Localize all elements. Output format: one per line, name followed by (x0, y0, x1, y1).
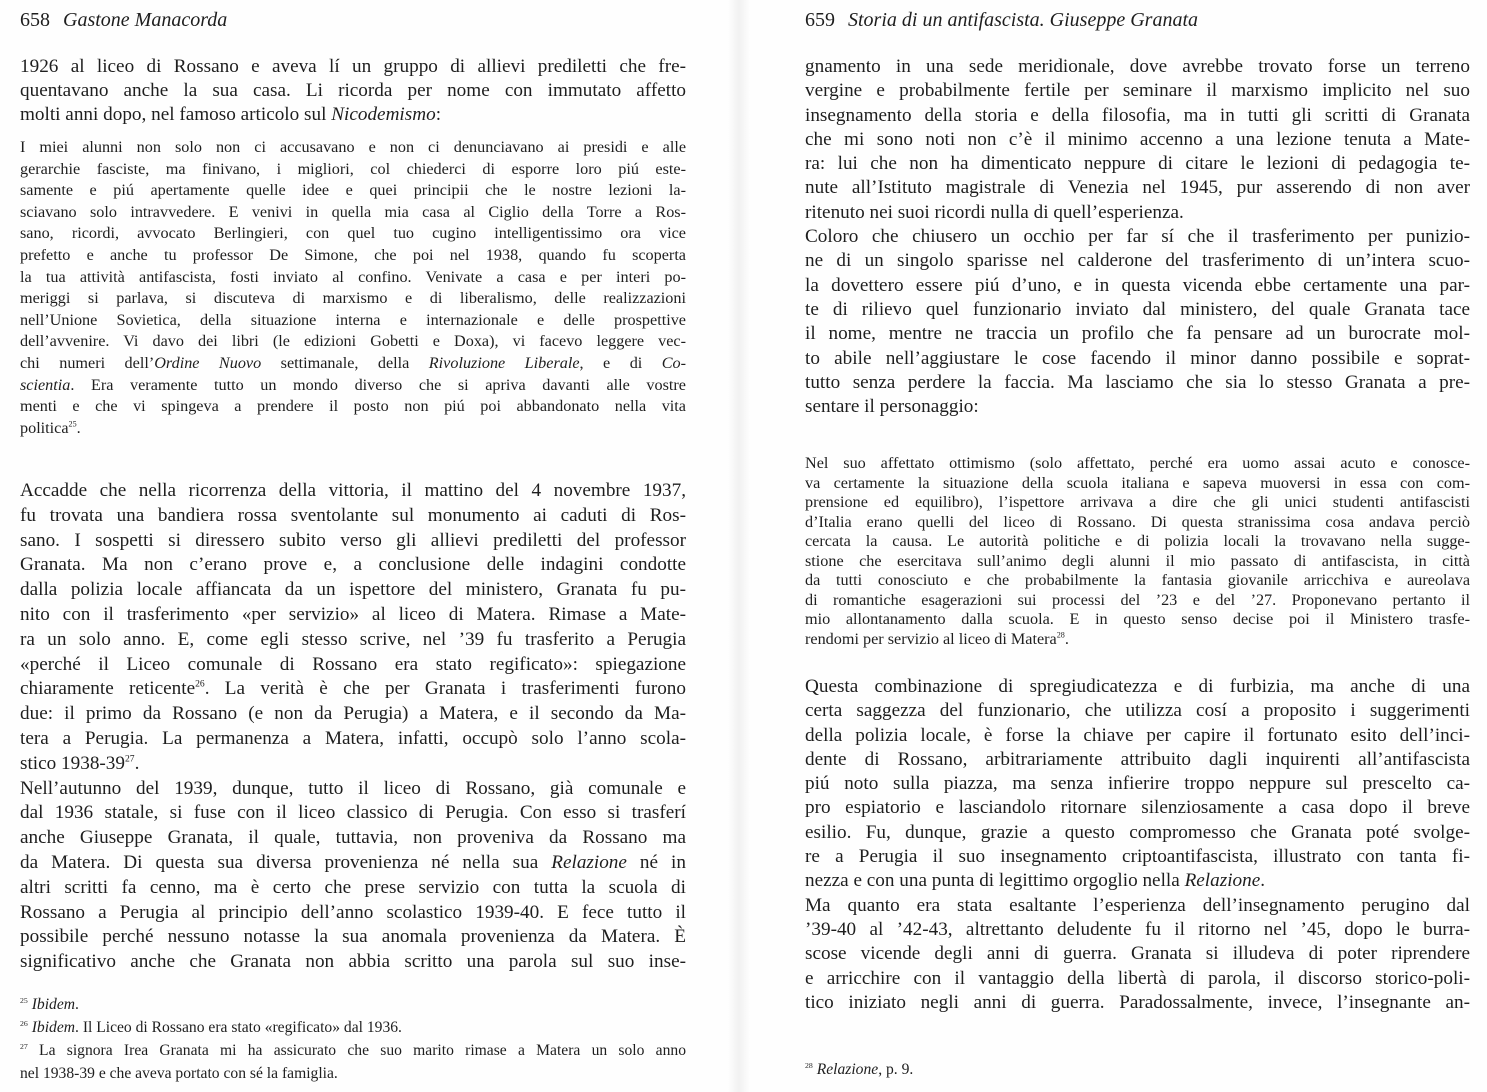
text-line (805, 493, 1470, 513)
book-gutter (728, 0, 750, 1092)
text-line (20, 727, 686, 752)
text-line (805, 796, 1470, 820)
italic-run: Co- (661, 353, 687, 372)
text-line (805, 152, 1470, 176)
text-line (805, 772, 1470, 796)
text-line (805, 532, 1470, 552)
text-line (805, 1058, 1470, 1081)
text-run: insegnamento della storia e della filosofia, ma in tutti gli scritti di Granata (805, 104, 1470, 126)
text-run: dente di Rossano, arbitrariamente attribuito dagli inquirenti all’antifascista (805, 748, 1470, 770)
text-line (20, 925, 686, 950)
italic-run: Relazione (1184, 870, 1261, 892)
text-line (20, 245, 686, 267)
text-line (805, 249, 1470, 273)
footnote (805, 1058, 1470, 1081)
footnote-ref: 28 (1056, 630, 1065, 640)
text-run: sano. I sospetti si diressero subito verso gli allievi prediletti del professor (20, 529, 686, 551)
text-run: quentavano anche la sua casa. Li ricorda per nome con immutato affetto (20, 80, 686, 101)
body-text (20, 479, 686, 975)
text-line (20, 677, 686, 702)
text-run: ne di un singolo sparisse nel calderone del trasferimento di un’intera scuo- (805, 250, 1470, 272)
text-run: esilio. Fu, dunque, grazie a questo compromesso che Granata poté svolge- (805, 821, 1470, 843)
text-run: due: il primo da Rossano (e non da Perugia) a Matera, e il secondo da Ma- (20, 703, 686, 725)
text-run: gerarchie fasciste, ma finivano, i migliori, col chiederci di esporre loro piú este- (20, 159, 686, 178)
footnote-ref: 25 (20, 995, 28, 1005)
body-text (805, 55, 1470, 419)
text-line (20, 901, 686, 926)
text-run: Granata. Ma non c’erano prove e, a conclusione delle indagini condotte (20, 554, 686, 576)
text-line (20, 1062, 686, 1085)
text-line (805, 748, 1470, 772)
italic-run: Relazione (816, 1061, 879, 1078)
text-run: la tua attività antifascista, fosti inviato al confino. Venivate a casa e per interi po- (20, 267, 686, 286)
text-line (805, 991, 1470, 1015)
text-run: Questa combinazione di spregiudicatezza e di furbizia, ma anche di una (805, 676, 1470, 697)
text-run: molti anni dopo, nel famoso articolo sul (20, 104, 332, 125)
text-run: . (76, 418, 81, 437)
text-line (805, 225, 1470, 249)
block-quote (20, 137, 686, 439)
text-line (20, 375, 686, 397)
footnotes (805, 1058, 1470, 1081)
text-run: te di rilievo quel funzionario inviato dal ministero, del quale Granata tace (805, 298, 1470, 320)
footnotes (20, 993, 686, 1085)
text-run: . Era veramente tutto un mondo diverso che si apriva davanti alle vostre (70, 375, 686, 394)
text-run: chi numeri dell’ (20, 353, 155, 372)
text-run: politica (20, 418, 69, 437)
text-line (20, 55, 686, 79)
italic-run: Nicodemismo (331, 104, 436, 125)
text-run: . Il Liceo di Rossano era stato «regificato» dal 1936. (75, 1019, 402, 1036)
text-run: va certamente la situazione della scuola italiana e sapeva muoversi in essa con com- (805, 473, 1470, 492)
text-line (20, 553, 686, 578)
text-run: I miei alunni non solo non ci accusavano e non ci denunciavano ai presidi e alle (20, 138, 686, 156)
text-run: possibile perché nessuno notasse la sua anomala provenienza da Matera. È (20, 926, 686, 948)
text-run: mio allontanamento dalla scuola. E in questo senso decise poi il Ministero trasfe- (805, 610, 1470, 628)
text-run: scose vicende degli anni di guerra. Granata si illudeva di poter riprendere (805, 943, 1470, 965)
italic-run: Rivoluzione Liberale (428, 353, 580, 372)
italic-run: scientia (20, 375, 71, 394)
text-line (805, 610, 1470, 630)
text-line (20, 331, 686, 353)
text-line (805, 675, 1470, 699)
text-line (805, 55, 1470, 79)
text-run: ra: lui che non ha dimenticato neppure di citare le lezioni di pedagogia te- (805, 153, 1470, 175)
text-line (20, 826, 686, 851)
text-line (20, 702, 686, 727)
text-run: , e di (579, 353, 662, 372)
text-line (20, 777, 686, 802)
text-line (805, 967, 1470, 991)
text-run: stico 1938-39 (20, 752, 125, 774)
text-line (20, 288, 686, 310)
text-run: certa saggezza del funzionario, che utilizza cosí a proposito i suggerimenti (805, 700, 1470, 722)
text-run: piú noto sulla piazza, ma senza infierire troppo neppure sul prescelto ca- (805, 773, 1470, 795)
text-line (805, 894, 1470, 918)
text-run: cercata la causa. Le autorità politiche e di polizia locali la trovavano nella sugge- (805, 532, 1470, 550)
text-line (805, 571, 1470, 591)
left-page (20, 0, 686, 1092)
text-run: anche Giuseppe Granata, il quale, tuttavia, non proveniva da Rossano ma (20, 827, 686, 849)
text-line (805, 322, 1470, 346)
text-run: nito con il trasferimento «per servizio» al liceo di Matera. Rimase a Mate- (20, 603, 686, 625)
text-line (20, 950, 686, 975)
footnote (20, 1016, 686, 1039)
text-run: che mi sono noti non c’è il minimo accenno a una lezione tenuta a Mate- (805, 128, 1470, 150)
text-run: altri scritti fa cenno, ma è certo che prese servizio con tutta la scuola di (20, 876, 686, 898)
text-line (20, 137, 686, 159)
text-run: . (134, 752, 140, 774)
text-run: sano, ricordi, avvocato Berlingieri, con quel tuo cugino intelligentissimo ora vice (20, 224, 686, 243)
right-page (805, 0, 1470, 1092)
text-run: : (435, 104, 442, 125)
text-run: . (75, 996, 79, 1013)
text-run: né in (626, 851, 686, 873)
italic-run: Ibidem (31, 996, 76, 1013)
text-line (805, 79, 1470, 103)
footnote-ref: 27 (20, 1041, 28, 1051)
text-line (805, 176, 1470, 200)
text-line (20, 851, 686, 876)
text-run: settimanale, della (261, 353, 429, 372)
text-line (805, 201, 1470, 225)
text-run: la dovettero essere piú d’uno, e in questa vicenda ebbe certamente una par- (805, 274, 1470, 296)
text-run: Coloro che chiusero un occhio per far sí che il trasferimento per punizio- (805, 226, 1470, 248)
text-line (20, 578, 686, 603)
footnote-ref: 28 (805, 1060, 813, 1070)
text-line (805, 724, 1470, 748)
text-line (20, 1016, 686, 1039)
text-line (805, 699, 1470, 723)
text-line (20, 504, 686, 529)
italic-run: Ordine Nuovo (154, 353, 262, 372)
text-line (20, 653, 686, 678)
page-number: 659 (805, 9, 835, 31)
text-run: significativo anche che Granata non abbia scritto una parola sul suo inse- (20, 951, 686, 973)
running-title: Gastone Manacorda (63, 9, 228, 31)
text-line (20, 103, 686, 127)
paragraph (805, 225, 1470, 419)
text-line (805, 474, 1470, 494)
text-line (20, 801, 686, 826)
text-run: tutto senza perdere la faccia. Ma lasciamo che sia lo stesso Granata a pre- (805, 371, 1470, 393)
text-run: tera a Perugia. La permanenza a Matera, infatti, occupò solo l’anno scola- (20, 727, 686, 749)
italic-run: Ibidem (31, 1019, 76, 1036)
text-line (20, 396, 686, 418)
text-line (805, 845, 1470, 869)
block-quote (805, 454, 1470, 649)
text-line (20, 479, 686, 504)
text-line (805, 630, 1470, 650)
text-run: gnamento in una sede meridionale, dove avrebbe trovato forse un terreno (805, 56, 1470, 77)
text-run: sciavano solo intravvedere. E venivi in quella mia casa al Ciglio della Torre a Ros- (20, 202, 686, 221)
text-run: nell’Unione Sovietica, della situazione interna e internazionale e delle prospettive (20, 310, 686, 329)
text-run: Nel suo affettato ottimismo (solo affettato, perché era uomo assai acuto e conosce- (805, 454, 1470, 472)
text-line (805, 454, 1470, 474)
text-line (805, 513, 1470, 533)
text-line (805, 128, 1470, 152)
footnote-ref: 25 (68, 419, 77, 429)
text-line (20, 223, 686, 245)
running-head (805, 9, 1198, 32)
paragraph (805, 55, 1470, 225)
text-run: di romantiche esagerazioni sui processi del ’23 e del ’27. Proponevano pertanto il (805, 590, 1470, 609)
text-line (805, 104, 1470, 128)
footnote (20, 1039, 686, 1085)
text-run: della polizia locale, è forse la chiave per capire il fortunato esito dell’inci- (805, 724, 1470, 746)
text-run: rendomi per servizio al liceo di Matera (805, 629, 1057, 648)
text-line (805, 371, 1470, 395)
text-line (805, 298, 1470, 322)
text-line (805, 821, 1470, 845)
text-run: vergine e probabilmente fertile per seminare il marxismo implicito nel suo (805, 80, 1470, 102)
running-title: Storia di un antifascista. Giuseppe Granata (848, 9, 1198, 31)
text-run: dell’avvenire. Vi davo dei libri (le edizioni Gobetti e Doxa), vi facevo leggere vec- (20, 332, 686, 351)
text-run: ritenuto nei suoi ricordi nulla di quell’esperienza. (805, 201, 1184, 223)
body-text (805, 675, 1470, 1015)
text-run: . La verità è che per Granata i trasferimenti furono (204, 678, 686, 700)
text-line (805, 552, 1470, 572)
paragraph (20, 55, 686, 127)
text-run: nezza e con una punta di legittimo orgoglio nella (805, 870, 1185, 892)
text-line (20, 752, 686, 777)
text-run: dal 1936 statale, si fuse con il liceo classico di Perugia. Con esso si trasferí (20, 802, 686, 824)
text-line (20, 993, 686, 1016)
text-run: samente e piú apertamente quelle idee e quei principii che le nostre lezioni la- (20, 181, 686, 200)
text-run: «perché il Liceo comunale di Rossano era stato regificato»: spiegazione (20, 653, 686, 675)
text-run: il nome, mentre ne traccia un profilo che fa pensare ad un burocrate mol- (805, 323, 1470, 345)
text-run: to abile nell’aggiustare le cose facendo il minor danno possibile e soprat- (805, 347, 1470, 369)
text-run: ra un solo anno. E, come egli stesso scrive, nel ’39 fu trasferito a Perugia (20, 628, 686, 650)
paragraph (20, 777, 686, 975)
running-head (20, 9, 227, 32)
text-run: da tutti conosciuto e che probabilmente la fantasia giovanile arricchiva e aureolava (805, 571, 1470, 589)
text-run: nute all’Istituto magistrale di Venezia nel 1945, pur asserendo di non aver (805, 177, 1470, 199)
text-line (20, 180, 686, 202)
text-line (20, 1039, 686, 1062)
text-run: menti e che vi spingeva a prendere il posto non piú poi abbandonato nella vita (20, 397, 686, 416)
text-line (20, 876, 686, 901)
body-text (20, 55, 686, 127)
text-line (805, 274, 1470, 298)
paragraph (805, 675, 1470, 894)
text-line (20, 529, 686, 554)
italic-run: Relazione (551, 851, 627, 873)
text-line (20, 628, 686, 653)
text-run: e arricchire con il vantaggio della libertà di parola, il discorso storico-poli- (805, 967, 1470, 989)
text-run: tico iniziato negli anni di guerra. Paradossalmente, invece, l’insegnante an- (805, 991, 1470, 1013)
paragraph (805, 894, 1470, 1015)
footnote-ref: 27 (125, 753, 135, 765)
footnote-ref: 26 (20, 1018, 28, 1028)
text-line (20, 79, 686, 103)
text-run: nel 1938-39 e che aveva portato con sé la famiglia. (20, 1065, 338, 1082)
text-run: meriggi si parlava, si discuteva di marxismo e di liberalismo, delle realizzazioni (20, 289, 686, 308)
paragraph (20, 479, 686, 777)
text-run: d’Italia erano quelli del liceo di Rossano. Di questa stranissima cosa andava perciò (805, 512, 1470, 531)
text-line (805, 591, 1470, 611)
text-run: re a Perugia il suo insegnamento criptoantifascista, illustrato con tanta fi- (805, 846, 1470, 868)
text-run: Ma quanto era stata esaltante l’esperienza dell’insegnamento perugino dal (805, 894, 1470, 916)
text-run: prensione ed equilibro), l’ispettore arrivava a dire che gli unici studenti antifascisti (805, 493, 1470, 511)
text-run: prefetto e anche tu professor De Simone, che poi nel 1938, quando fu scoperta (20, 245, 686, 264)
page-number: 658 (20, 9, 50, 31)
text-line (20, 418, 686, 440)
text-run: , p. 9. (878, 1061, 914, 1078)
text-line (20, 603, 686, 628)
text-line (805, 918, 1470, 942)
text-line (805, 942, 1470, 966)
text-run: dalla polizia locale affiancata da un ispettore del ministero, Granata fu pu- (20, 579, 686, 601)
text-run: stione che esercitava sull’animo degli alunni il mio passato di antifascista, in città (805, 551, 1470, 570)
footnote-ref: 26 (195, 678, 205, 690)
text-line (20, 310, 686, 332)
text-line (20, 353, 686, 375)
paragraph (805, 454, 1470, 649)
text-line (805, 869, 1470, 893)
text-run: Accadde che nella ricorrenza della vittoria, il mattino del 4 novembre 1937, (20, 480, 686, 501)
text-run: chiaramente reticente (20, 678, 196, 700)
text-line (20, 159, 686, 181)
text-run: sentare il personaggio: (805, 396, 979, 418)
text-line (20, 267, 686, 289)
text-run: La signora Irea Granata mi ha assicurato che suo marito rimase a Matera un solo anno (27, 1042, 686, 1059)
footnote (20, 993, 686, 1016)
text-line (805, 395, 1470, 419)
text-run: pro espiatorio e lasciandolo ritornare silenziosamente a casa dopo il breve (805, 797, 1470, 819)
text-run: 1926 al liceo di Rossano e aveva lí un gruppo di allievi prediletti che fre- (20, 56, 686, 77)
paragraph (20, 137, 686, 439)
text-run: . (1064, 629, 1069, 648)
text-run: Rossano a Perugia al principio dell’anno scolastico 1939-40. E fece tutto il (20, 901, 686, 923)
text-run: fu trovata una bandiera rossa sventolante sul monumento ai caduti di Ros- (20, 504, 686, 526)
text-run: . (1260, 870, 1266, 892)
text-run: Nell’autunno del 1939, dunque, tutto il liceo di Rossano, già comunale e (20, 777, 686, 799)
text-line (20, 202, 686, 224)
text-run: ’39-40 al ’42-43, altrettanto deludente fu il ritorno nel ’45, dopo le burra- (805, 918, 1470, 940)
text-run: da Matera. Di questa sua diversa provenienza né nella sua (20, 851, 552, 873)
text-line (805, 347, 1470, 371)
